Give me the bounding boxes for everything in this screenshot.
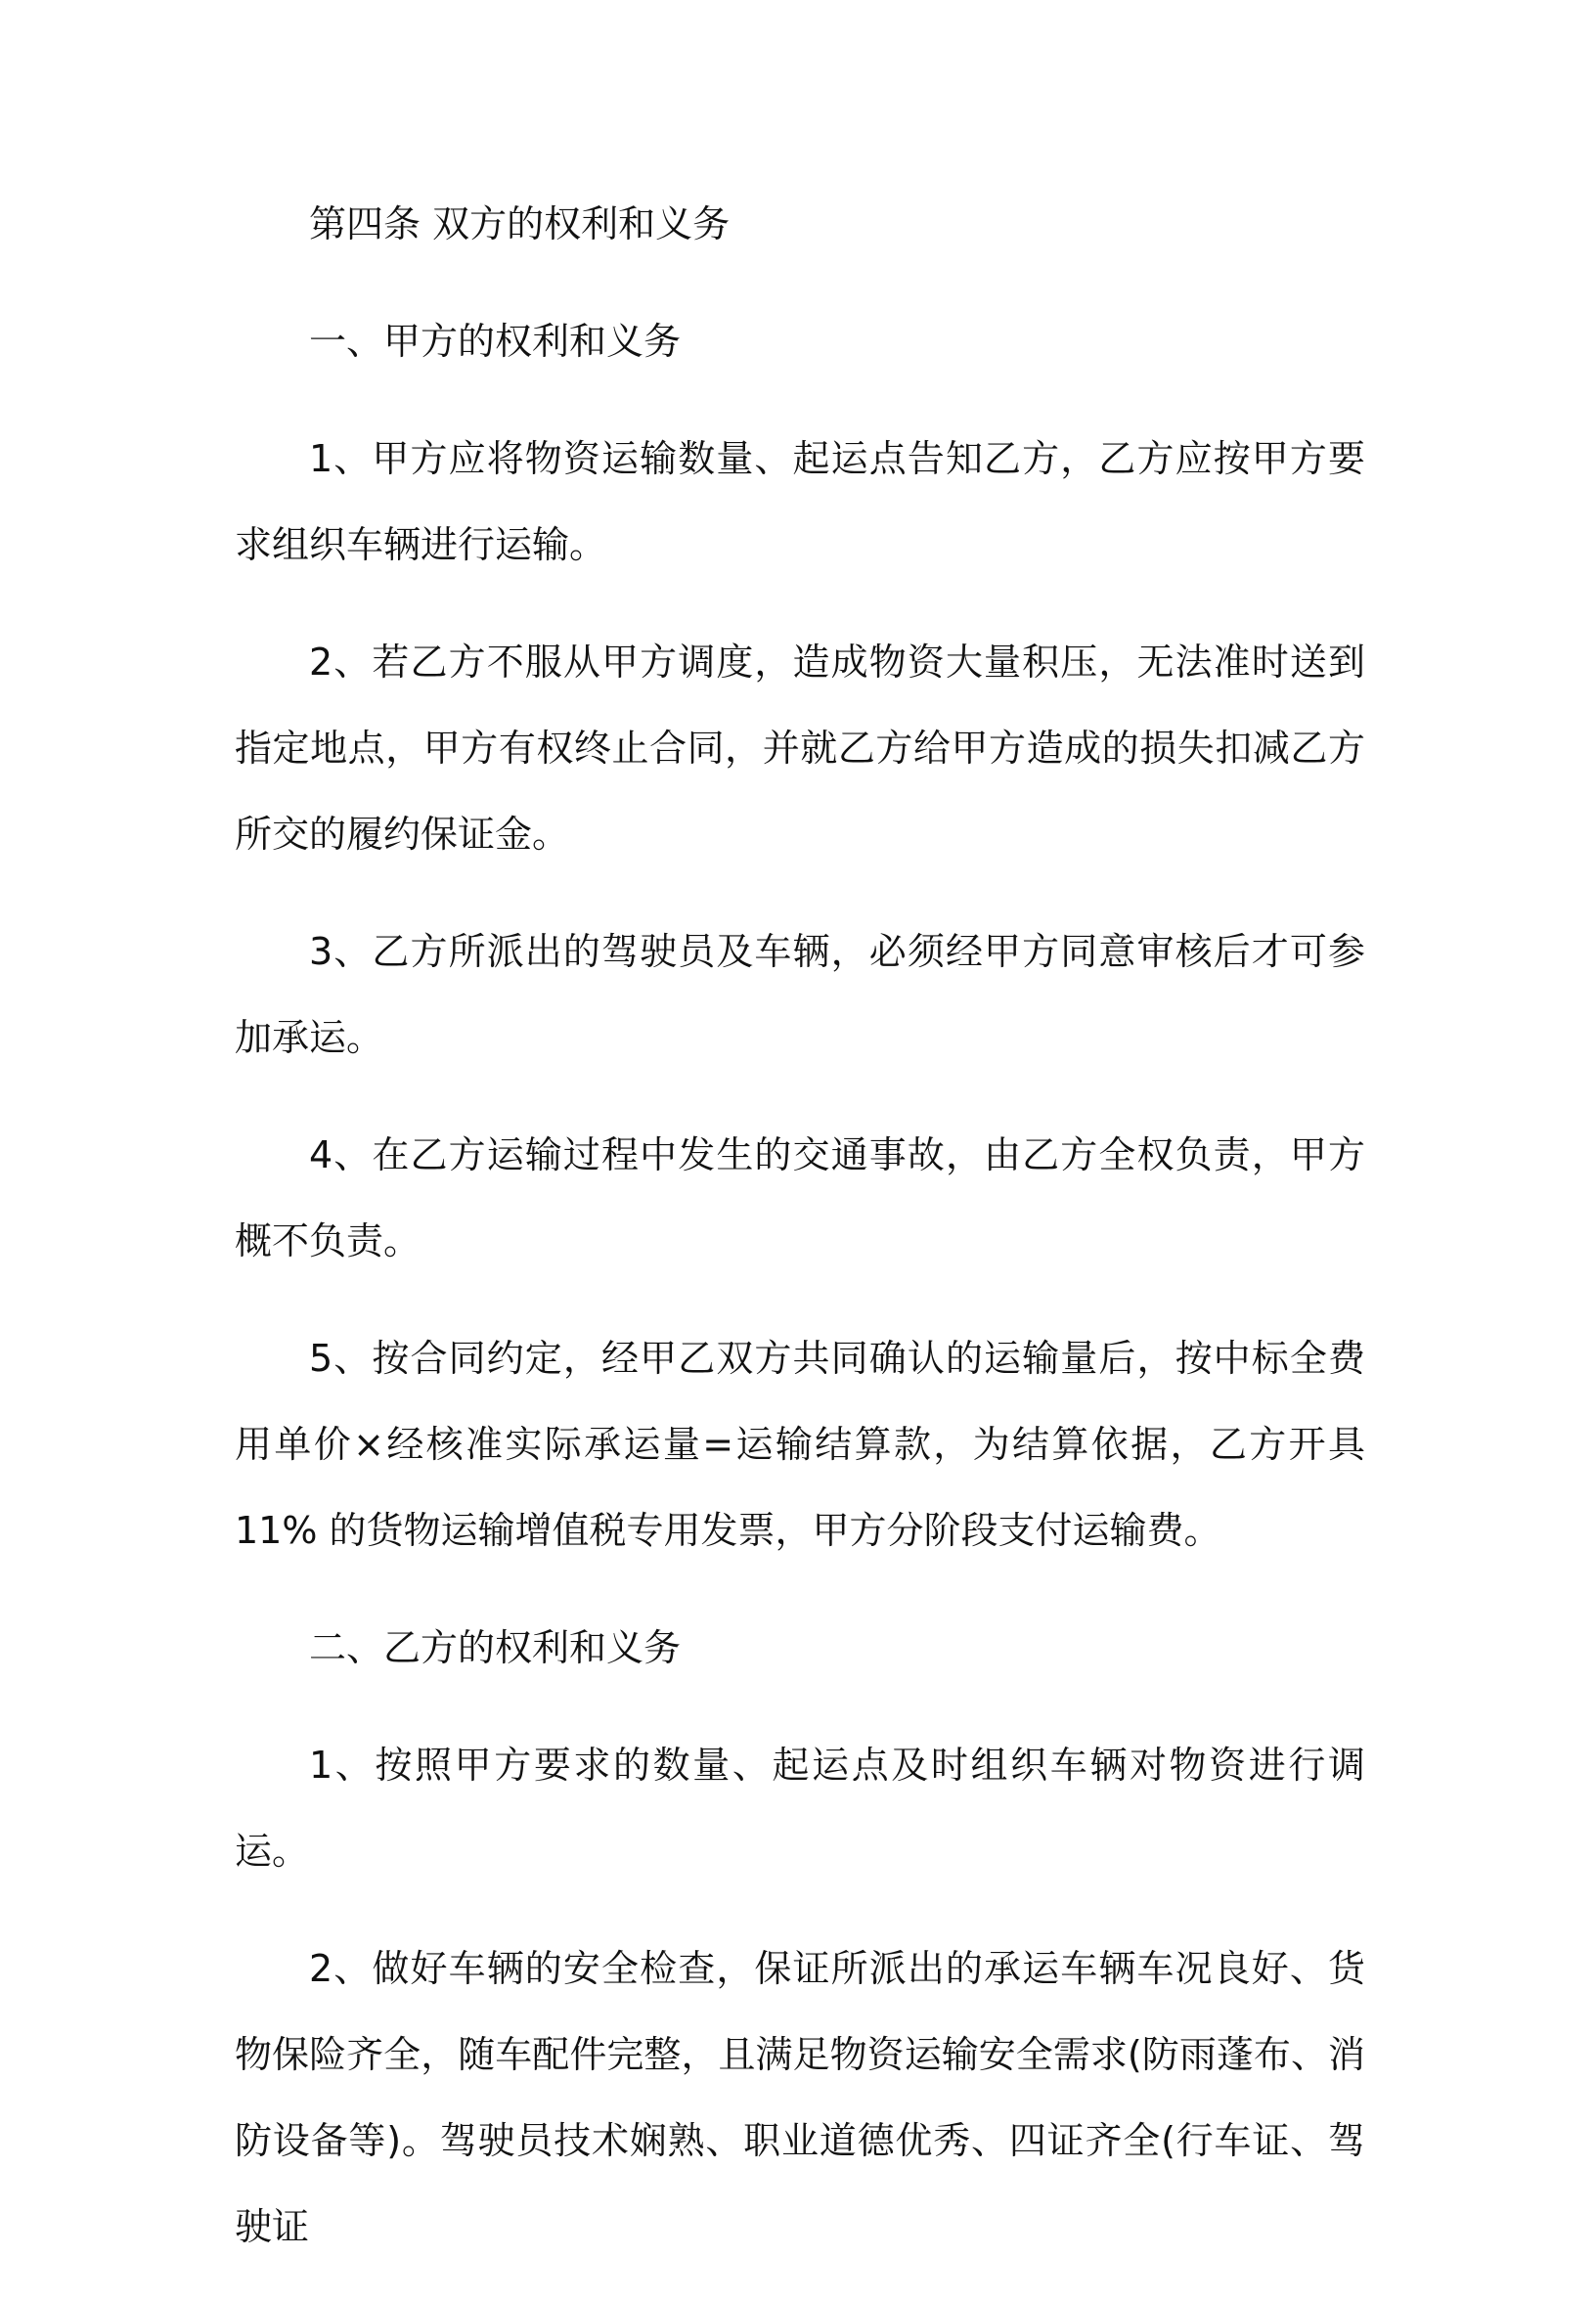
document-body <box>235 181 1365 2301</box>
section-one-item-5: 5、按合同约定，经甲乙双方共同确认的运输量后，按中标全费用单价×经核准实际承运量=运输结算款，为结算依据，乙方开具 11% 的货物运输增值税专用发票，甲方分阶段支付运输费。 <box>235 1337 1365 1552</box>
article-title: 第四条 双方的权利和义务 <box>309 202 731 245</box>
section-one-item-3: 3、乙方所派出的驾驶员及车辆，必须经甲方同意审核后才可参加承运。 <box>235 930 1365 1059</box>
section-two-item-1: 1、按照甲方要求的数量、起运点及时组织车辆对物资进行调运。 <box>235 1744 1365 1873</box>
section-two-item-2: 2、做好车辆的安全检查，保证所派出的承运车辆车况良好、货物保险齐全，随车配件完整，且满足物资运输安全需求(防雨蓬布、消防设备等)。驾驶员技术娴熟、职业道德优秀、四证齐全(行车证、驾驶证 <box>235 1947 1365 2248</box>
section-one-item-4: 4、在乙方运输过程中发生的交通事故，由乙方全权负责，甲方概不负责。 <box>235 1133 1365 1262</box>
section-one-heading: 一、甲方的权利和义务 <box>309 320 682 363</box>
section-two-heading: 二、乙方的权利和义务 <box>309 1626 682 1669</box>
section-one-item-2: 2、若乙方不服从甲方调度，造成物资大量积压，无法准时送到指定地点，甲方有权终止合同，并就乙方给甲方造成的损失扣减乙方所交的履约保证金。 <box>235 641 1365 856</box>
section-one-item-1: 1、甲方应将物资运输数量、起运点告知乙方，乙方应按甲方要求组织车辆进行运输。 <box>235 437 1365 566</box>
